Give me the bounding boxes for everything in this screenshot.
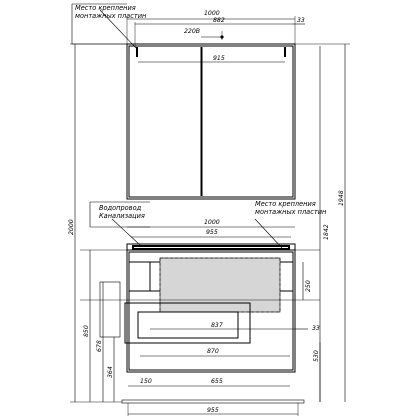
dim-height-1948: 1948 — [338, 190, 345, 206]
dim-cabinet-inner: 882 — [213, 17, 225, 24]
mount-note-top-line1: Место крепления — [75, 4, 136, 12]
mount-note-top-line2: монтажных пластин — [75, 12, 147, 20]
mount-note-mid-line1: Место крепления — [255, 200, 316, 208]
dim-basin-width: 870 — [207, 348, 219, 355]
base-plinth — [122, 400, 304, 403]
dim-basin-side: 33 — [312, 325, 320, 332]
dim-height-364: 364 — [107, 366, 114, 378]
dim-height-1842: 1842 — [323, 224, 330, 240]
vanity-mount-rail — [133, 246, 289, 249]
dim-cabinet-width: 1000 — [204, 10, 220, 17]
dim-offset-left: 150 — [140, 378, 152, 385]
dim-cabinet-side: 33 — [297, 17, 305, 24]
dim-cabinet-mount: 915 — [213, 55, 225, 62]
dim-drawer-height: 250 — [305, 280, 312, 292]
dim-base-width: 955 — [207, 407, 219, 414]
dim-height-678: 678 — [96, 340, 103, 352]
mirror-cabinet — [127, 16, 305, 199]
dim-vanity-inner: 955 — [206, 229, 218, 236]
basin-bowl — [138, 312, 238, 338]
water-note-line1: Водопровод — [99, 204, 142, 212]
dim-offset-mid: 655 — [211, 378, 223, 385]
dim-socket: 220В — [184, 28, 201, 35]
dim-height-530: 530 — [313, 350, 320, 362]
dim-vanity-width: 1000 — [204, 219, 220, 226]
mirror-cabinet-outline — [127, 44, 295, 199]
leader-water-arrow — [112, 219, 140, 245]
dim-height-850: 850 — [83, 325, 90, 337]
water-note-line2: Канализация — [99, 212, 145, 220]
dim-total-height: 2000 — [68, 219, 75, 235]
vanity-unit — [80, 202, 320, 386]
mirror-cabinet-inner-edge — [129, 46, 293, 197]
dim-basin-inner: 837 — [211, 322, 223, 329]
mount-note-mid-line2: монтажных пластин — [255, 208, 327, 216]
plumbing-area — [160, 258, 280, 312]
